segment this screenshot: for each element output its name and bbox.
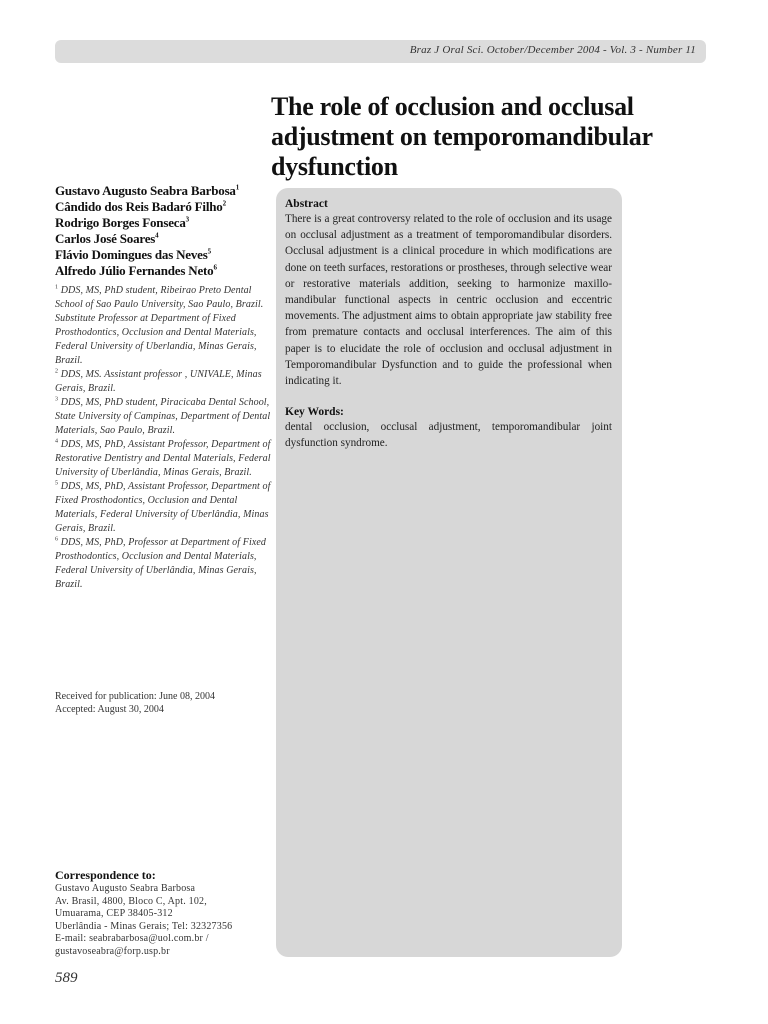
author-mark: 4 bbox=[155, 231, 159, 240]
affiliation-list bbox=[55, 284, 277, 592]
received-date: Received for publication: June 08, 2004 bbox=[55, 691, 215, 702]
author-mark: 1 bbox=[235, 183, 240, 192]
journal-reference: Braz J Oral Sci. October/December 2004 - Vol. 3 - Number 11 bbox=[409, 44, 696, 56]
accepted-date: Accepted: August 30, 2004 bbox=[55, 704, 164, 715]
author-name: Alfredo Júlio Fernandes Neto$^6$ bbox=[55, 263, 217, 278]
correspondence bbox=[55, 868, 275, 958]
affiliation: $^5$ DDS, MS, PhD, Assistant Professor, Department of Fixed Prosthodontics, Occlusion and Dental Materials, Federal University of Uberlândia, Minas Gerais, Brazil. bbox=[55, 480, 271, 534]
affiliation: $^1$ DDS, MS, PhD student, Ribeirao Preto Dental School of Sao Paulo University, Sao Paulo, Brazil. Substitute Professor at Department of Fixed Prosthodontics, Occlusion and Dental Materials, Federal University of Uberlandia, Minas Gerais, Brazil. bbox=[55, 284, 264, 366]
correspondence-heading: Correspondence to: bbox=[55, 868, 156, 882]
correspondence-line: Av. Brasil, 4800, Bloco C, Apt. 102, bbox=[55, 895, 207, 907]
abstract-content bbox=[285, 197, 612, 452]
page-number: 589 bbox=[55, 970, 78, 986]
keywords-heading: Key Words: bbox=[285, 406, 344, 419]
abstract-text: There is a great controversy related to the role of occlusion and its usage on occlusal adjustment as a treatment of temporomandibular disorders. Occlusal adjustment is a clinical procedure in which modifications are done on teeth surfaces, restorations or prostheses, through selective wear or restorative materials addition, seeking to harmonize maxillo-mandibular functional aspects in centric occlusion and eccentric movements. The adjustment aims to obtain appropriate jaw stability free from premature contacts and occlusal interferences. The aim of this paper is to elucidate the role of occlusion and occlusal adjustment in Temporomandibular Dysfunction and to guide the professional when indicating it. bbox=[285, 213, 612, 388]
author-mark: 2 bbox=[222, 199, 226, 208]
author-mark: 6 bbox=[213, 263, 217, 272]
affiliation: $^2$ DDS, MS. Assistant professor , UNIVALE, Minas Gerais, Brazil. bbox=[55, 368, 262, 394]
correspondence-email: gustavoseabra@forp.usp.br bbox=[55, 945, 170, 957]
author-list bbox=[55, 183, 275, 279]
author-name: Flávio Domingues das Neves$^5$ bbox=[55, 247, 211, 262]
author-name: Gustavo Augusto Seabra Barbosa$^1$ bbox=[55, 183, 240, 198]
publication-dates bbox=[55, 690, 275, 716]
author-name: Rodrigo Borges Fonseca$^3$ bbox=[55, 215, 189, 230]
journal-header-bar bbox=[55, 40, 706, 63]
correspondence-email: E-mail: seabrabarbosa@uol.com.br / bbox=[55, 933, 209, 944]
author-mark: 5 bbox=[207, 247, 211, 256]
correspondence-line: Umuarama, CEP 38405-312 bbox=[55, 908, 173, 919]
author-name: Carlos José Soares$^4$ bbox=[55, 231, 159, 246]
abstract-heading: Abstract bbox=[285, 198, 328, 210]
author-mark: 3 bbox=[185, 215, 189, 224]
correspondence-line: Uberlândia - Minas Gerais; Tel: 32327356 bbox=[55, 920, 233, 932]
correspondence-line: Gustavo Augusto Seabra Barbosa bbox=[55, 883, 196, 894]
author-name: Cândido dos Reis Badaró Filho$^2$ bbox=[55, 199, 226, 214]
keywords-text: dental occlusion, occlusal adjustment, temporomandibular joint dysfunction syndrome. bbox=[285, 421, 612, 450]
affiliation: $^6$ DDS, MS, PhD, Professor at Department of Fixed Prosthodontics, Occlusion and Dental Materials, Federal University of Uberlândia, Minas Gerais, Brazil. bbox=[55, 536, 267, 590]
article-title: The role of occlusion and occlusal adjustment on temporomandibular dysfunction bbox=[271, 92, 653, 181]
abstract-panel bbox=[276, 188, 622, 957]
affiliation: $^3$ DDS, MS, PhD student, Piracicaba Dental School, State University of Campinas, Department of Dental Materials, Sao Paulo, Brazil. bbox=[55, 396, 271, 436]
affiliation: $^4$ DDS, MS, PhD, Assistant Professor, Department of Restorative Dentistry and Dental Materials, Federal University of Uberlândia, Minas Gerais, Brazil. bbox=[55, 438, 271, 478]
